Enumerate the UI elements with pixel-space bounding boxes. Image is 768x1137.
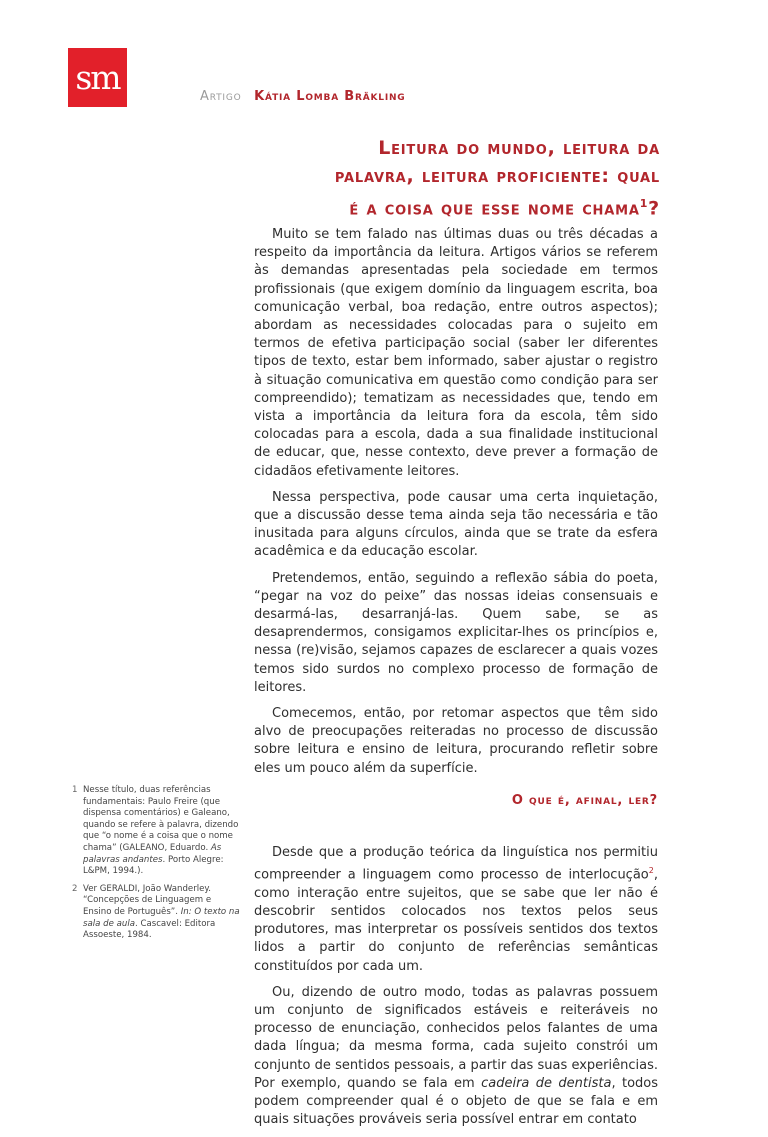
title-line-3-text: é a coisa que esse nome chama bbox=[349, 197, 640, 220]
footnote-1 bbox=[72, 785, 240, 878]
title-line-3 bbox=[250, 190, 660, 222]
footnote-italic: In: O texto na sala de aula bbox=[83, 906, 240, 929]
section-heading: O que é, afinal, ler? bbox=[511, 792, 658, 808]
footnotes bbox=[72, 785, 240, 948]
footnote-number: 2 bbox=[72, 883, 78, 894]
title-line-2: palavra, leitura proficiente: qual bbox=[334, 165, 660, 187]
byline bbox=[200, 89, 405, 104]
title-question-mark: ? bbox=[648, 197, 660, 220]
section-p1-after: , como interação entre sujeitos, que se sabe que ler não é descobrir sentidos colocados nos textos pelos seus produtores, mas interpretar os possíveis sentidos dos textos lidos a partir do conjunto de referências semânticas constituídos por cada um. bbox=[254, 867, 658, 974]
footnote-italic: As palavras andantes bbox=[83, 842, 222, 865]
footnote-number: 1 bbox=[72, 785, 78, 795]
footnote-ref-2: 2 bbox=[648, 866, 654, 876]
section-p2-before: Ou, dizendo de outro modo, todas as palavras possuem um conjunto de significados estáveis e reiteráveis no processo de enunciação, conhecidos pelos falantes de uma dada língua; da mesma forma, cada sujeito constrói um conjunto de sentidos pessoais, a partir das suas experiências. Por exemplo, quando se fala em bbox=[254, 984, 658, 1091]
footnote-2 bbox=[72, 884, 240, 942]
footnote-text: Ver GERALDI, João Wanderley. “Concepções de Linguagem e Ensino de Português”. bbox=[83, 883, 212, 917]
paragraph-4: Comecemos, então, por retomar aspectos que têm sido alvo de preocupações reiteradas no processo de discussão sobre leitura e ensino de leitura, procurando refletir sobre eles um pouco além da superfície. bbox=[254, 706, 658, 776]
paragraph-3: Pretendemos, então, seguindo a reflexão sábia do poeta, “pegar na voz do peixe” das nossas ideias consensuais e desarmá-las, desarranjá-las. Quem sabe, se as desaprendermos, consigamos explicitar-lhes os princípios e, nessa (re)visão, sejamos capazes de esclarecer a quais vozes temos sido surdos no complexo processo de formação de leitores. bbox=[254, 570, 658, 695]
article-title bbox=[250, 134, 660, 222]
title-footnote-ref: 1 bbox=[639, 197, 649, 210]
article-body bbox=[254, 226, 658, 1137]
title-line-1: Leitura do mundo, leitura da bbox=[378, 137, 660, 159]
footnote-text-end: . Cascavel: Editora Assoeste, 1984. bbox=[83, 918, 216, 941]
section-paragraph-1 bbox=[254, 844, 658, 976]
author-name: Kátia Lomba Bräkling bbox=[254, 89, 406, 104]
footnote-text-end: . Porto Alegre: L&PM, 1994.). bbox=[83, 854, 224, 877]
paragraph-2: Nessa perspectiva, pode causar uma certa inquietação, que a discussão desse tema ainda seja tão necessária e tão inusitada para alguns círculos, ainda que se trate da esfera acadêmica e da educação escolar. bbox=[254, 489, 658, 560]
sm-logo: sm bbox=[68, 48, 127, 107]
paragraph-1: Muito se tem falado nas últimas duas ou três décadas a respeito da importância da leitura. Artigos vários se referem às demandas apresentadas pela sociedade em termos profissionais (que exigem domínio da linguagem escrita, boa comunicação verbal, boa redação, entre outros aspectos); abordam as necessidades colocadas para o sujeito em termos de efetiva participação social (saber ler diferentes tipos de texto, estar bem informado, saber ajustar o registro à situação comunicativa em questão como condição para ser compreendido); tematizam as necessidades que, tendo em vista a importância da leitura fora da escola, têm sido colocadas para a escola, dada a sua finalidade institucional de educar, que, nesse contexto, deve prever a formação de cidadãos efetivamente leitores. bbox=[254, 227, 658, 479]
section-p2-italic: cadeira de dentista bbox=[481, 1075, 612, 1091]
article-label: Artigo bbox=[200, 89, 242, 104]
section-p2-after: , todos podem compreender qual é o objeto de que se fala e em quais situações prováveis seria possível entrar em contato bbox=[254, 1075, 658, 1128]
section-p1-before: Desde que a produção teórica da linguística nos permitiu compreender a linguagem como processo de interlocução bbox=[254, 845, 658, 883]
section-paragraph-2 bbox=[254, 984, 658, 1130]
footnote-text: Nesse título, duas referências fundamentais: Paulo Freire (que dispensa comentários) e Galeano, quando se refere à palavra, dizendo que “o nome é a coisa que o nome chama” (GALEANO, Eduardo. bbox=[83, 785, 239, 853]
